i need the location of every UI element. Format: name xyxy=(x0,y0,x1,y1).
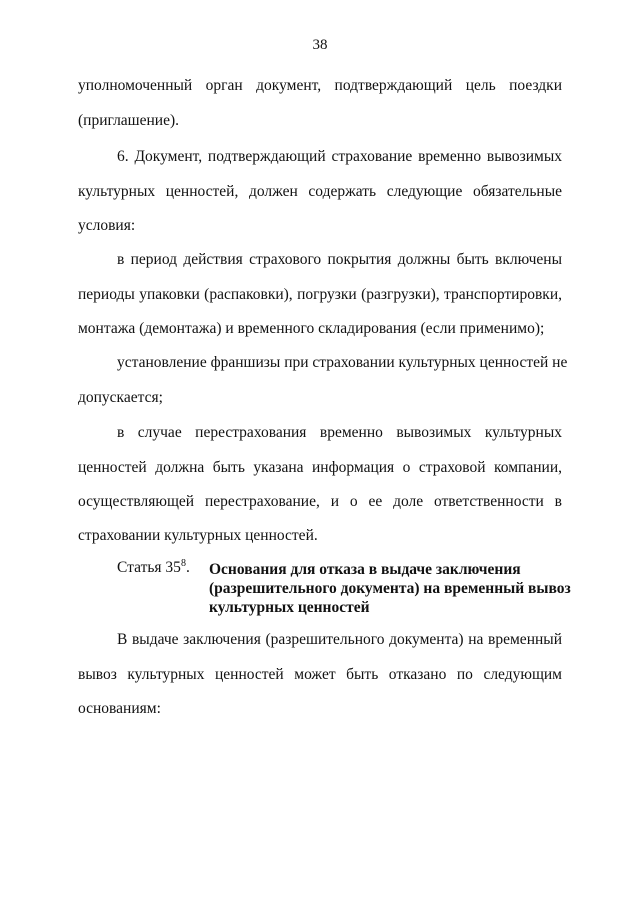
paragraph-line: периоды упаковки (распаковки), погрузки (разгрузки), транспортировки, xyxy=(78,286,562,303)
article-heading-line: культурных ценностей xyxy=(209,599,370,616)
article-number: Статья 35 xyxy=(117,559,181,576)
article-superscript: 8 xyxy=(180,558,186,569)
article-heading-line: (разрешительного документа) на временный вывоз xyxy=(209,580,571,597)
paragraph-line: условия: xyxy=(78,217,136,234)
article-heading-line: Основания для отказа в выдаче заключения xyxy=(209,561,521,578)
paragraph-line: страховании культурных ценностей. xyxy=(78,527,318,544)
article-label xyxy=(117,558,190,578)
paragraph-line: уполномоченный орган документ, подтверждающий цель поездки xyxy=(78,77,562,94)
paragraph-line: установление франшизы при страховании культурных ценностей не xyxy=(117,354,568,371)
paragraph-line: основаниям: xyxy=(78,700,161,717)
paragraph-line: монтажа (демонтажа) и временного складирования (если применимо); xyxy=(78,320,545,337)
paragraph-line: в случае перестрахования временно вывозимых культурных xyxy=(117,424,562,441)
article-heading xyxy=(209,560,569,617)
article-label-suffix: . xyxy=(185,559,190,576)
paragraph-line: культурных ценностей, должен содержать следующие обязательные xyxy=(78,183,562,200)
paragraph-line: В выдаче заключения (разрешительного документа) на временный xyxy=(117,631,562,648)
paragraph-line: допускается; xyxy=(78,389,163,406)
paragraph-line: вывоз культурных ценностей может быть отказано по следующим xyxy=(78,666,562,683)
paragraph-line: осуществляющей перестрахование, и о ее доле ответственности в xyxy=(78,493,562,510)
paragraph-line: 6. Документ, подтверждающий страхование временно вывозимых xyxy=(117,148,562,165)
paragraph-line: (приглашение). xyxy=(78,112,180,129)
page-number: 38 xyxy=(312,37,328,53)
paragraph-line: в период действия страхового покрытия должны быть включены xyxy=(117,251,562,268)
paragraph-line: ценностей должна быть указана информация о страховой компании, xyxy=(78,459,562,476)
